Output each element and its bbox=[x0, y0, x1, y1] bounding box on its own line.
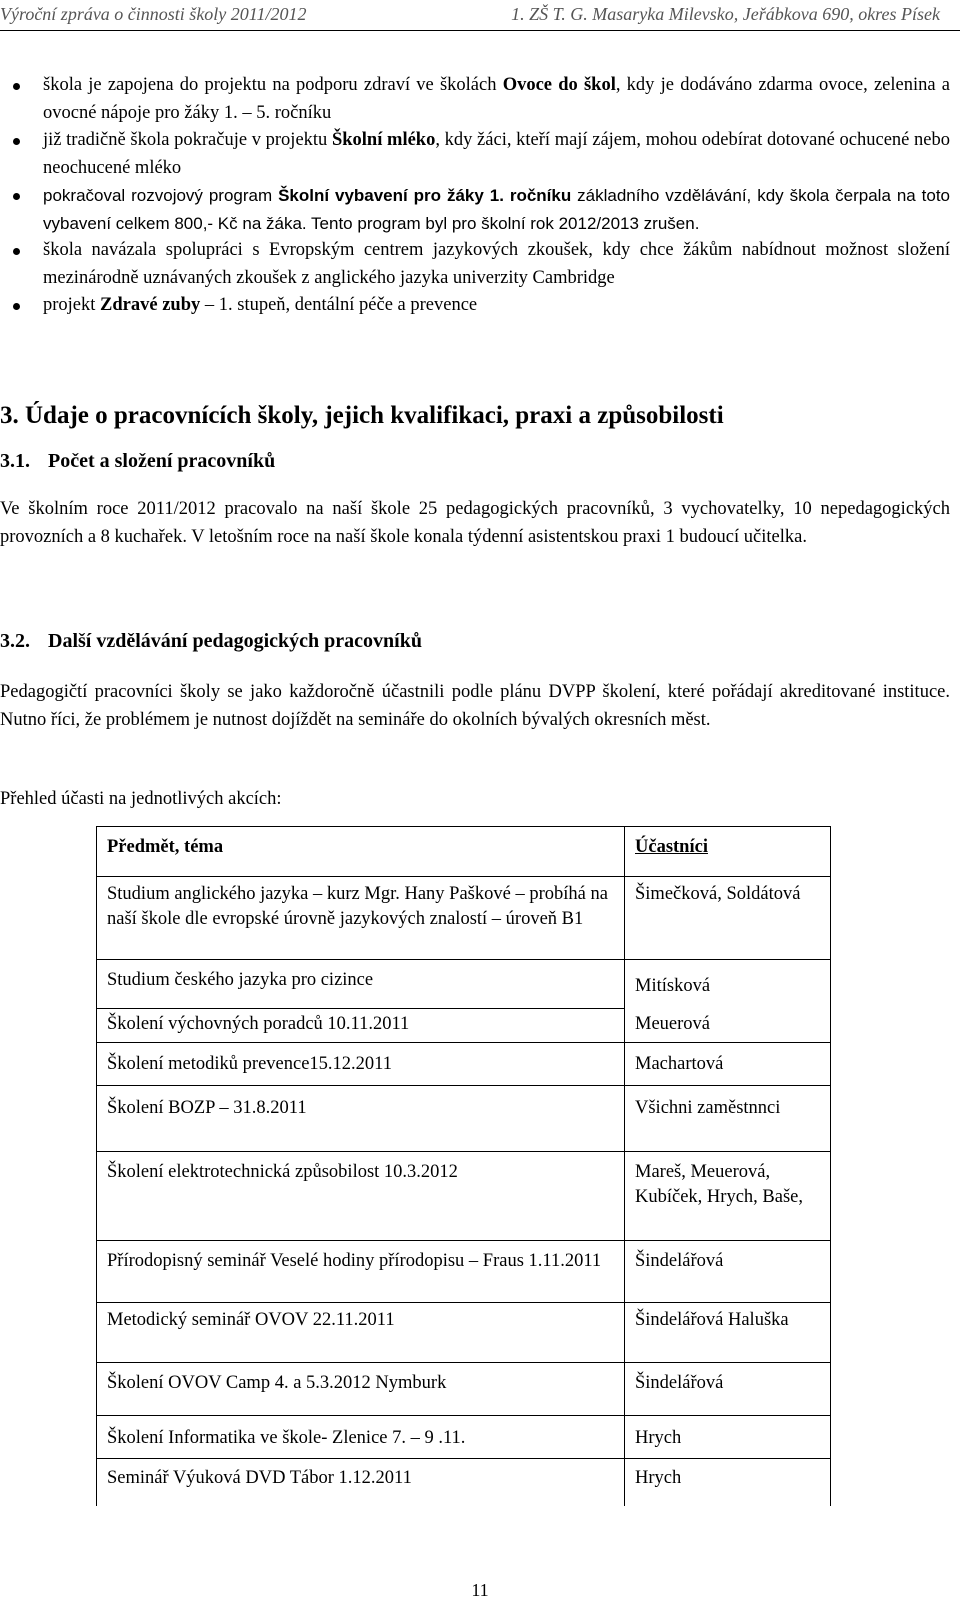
bullet-icon bbox=[13, 248, 20, 255]
bullet-icon bbox=[13, 303, 20, 310]
running-header bbox=[0, 0, 960, 31]
paragraph: Pedagogičtí pracovníci školy se jako každoročně účastnili podle plánu DVPP školení, které pořádají akreditované instituce. Nutno říci, že problémem je nutnost dojíždět na semináře do okolních bývalých okresních měst. bbox=[0, 682, 950, 730]
table-cell: Školení OVOV Camp 4. a 5.3.2012 Nymburk bbox=[97, 1363, 625, 1416]
table-row bbox=[97, 877, 831, 960]
table-cell: Hrych bbox=[625, 1459, 831, 1507]
paragraph: Ve školním roce 2011/2012 pracovalo na naší škole 25 pedagogických pracovníků, 3 vychovatelky, 10 nepedagogických provozních a 8 kuchařek. V letošním roce na naší škole konala týdenní asistentskou praxi 1 budoucí učitelka. bbox=[0, 499, 950, 547]
table-cell: Všichni zaměstnnci bbox=[625, 1086, 831, 1152]
list-item: škola je zapojena do projektu na podporu zdraví ve školách Ovoce do škol, kdy je dodáváno zdarma ovoce, zelenina a ovocné nápoje pro žáky 1. – 5. ročníku bbox=[0, 72, 950, 127]
list-item: pokračoval rozvojový program Školní vybavení pro žáky 1. ročníku základního vzdělávání, kdy škola čerpala na toto vybavení celkem 800,- Kč na žáka. Tento program byl pro školní rok 2012/2013 zrušen. bbox=[0, 182, 950, 237]
column-header-topic: Předmět, téma bbox=[97, 827, 625, 877]
section-heading: 3. Údaje o pracovnících školy, jejich kvalifikaci, praxi a způsobilosti bbox=[0, 402, 724, 429]
list-item: škola navázala spolupráci s Evropským centrem jazykových zkoušek, kdy chce žákům nabídnout možnost složení mezinárodně uznávaných zkoušek z anglického jazyka univerzity Cambridge bbox=[0, 237, 950, 292]
table-cell: Mareš, Meuerová, Kubíček, Hrych, Baše, bbox=[625, 1152, 831, 1241]
training-table bbox=[96, 826, 831, 1506]
table-cell: Školení Informatika ve škole- Zlenice 7. – 9 .11. bbox=[97, 1416, 625, 1459]
table-cell: Studium anglického jazyka – kurz Mgr. Hany Paškové – probíhá na naší škole dle evropské úrovně jazykových znalostí – úroveň B1 bbox=[97, 877, 625, 960]
subsection-heading: 3.1. Počet a složení pracovníků bbox=[0, 450, 276, 472]
table-cell: Seminář Výuková DVD Tábor 1.12.2011 bbox=[97, 1459, 625, 1507]
table-cell: Meuerová bbox=[625, 1009, 831, 1043]
list-item: projekt Zdravé zuby – 1. stupeň, dentální péče a prevence bbox=[0, 292, 950, 320]
table-row bbox=[97, 1416, 831, 1459]
table-cell: Mitísková bbox=[625, 960, 831, 1009]
table-cell: Machartová bbox=[625, 1043, 831, 1086]
overview-label: Přehled účasti na jednotlivých akcích: bbox=[0, 789, 282, 809]
table-cell: Šindelářová bbox=[625, 1241, 831, 1303]
table-cell: Studium českého jazyka pro cizince bbox=[97, 960, 625, 1009]
table-cell: Přírodopisný seminář Veselé hodiny přírodopisu – Fraus 1.11.2011 bbox=[97, 1241, 625, 1303]
bullet-icon bbox=[13, 83, 20, 90]
list-item: již tradičně škola pokračuje v projektu Školní mléko, kdy žáci, kteří mají zájem, mohou odebírat dotované ochucené nebo neochucené mléko bbox=[0, 127, 950, 182]
table-cell: Šindelářová bbox=[625, 1363, 831, 1416]
table-row bbox=[97, 1241, 831, 1303]
bullet-list bbox=[0, 72, 950, 320]
header-title: Výroční zpráva o činnosti školy 2011/2012 bbox=[0, 4, 307, 24]
column-header-participants: Účastníci bbox=[625, 827, 831, 877]
table-row bbox=[97, 1459, 831, 1507]
table-cell: Školení metodiků prevence15.12.2011 bbox=[97, 1043, 625, 1086]
table-row bbox=[97, 1303, 831, 1363]
table-row bbox=[97, 1009, 831, 1043]
bullet-icon bbox=[13, 138, 20, 145]
table-header bbox=[97, 827, 831, 877]
table-cell: Šimečková, Soldátová bbox=[625, 877, 831, 960]
table-cell: Šindelářová Haluška bbox=[625, 1303, 831, 1363]
table-row bbox=[97, 1363, 831, 1416]
table-row bbox=[97, 1043, 831, 1086]
table-cell: Školení elektrotechnická způsobilost 10.3.2012 bbox=[97, 1152, 625, 1241]
page-number: 11 bbox=[471, 1580, 489, 1600]
table-cell: Metodický seminář OVOV 22.11.2011 bbox=[97, 1303, 625, 1363]
header-school: 1. ZŠ T. G. Masaryka Milevsko, Jeřábkova 690, okres Písek bbox=[511, 4, 940, 24]
table-cell: Školení BOZP – 31.8.2011 bbox=[97, 1086, 625, 1152]
table-cell: Školení výchovných poradců 10.11.2011 bbox=[97, 1009, 625, 1043]
subsection-heading: 3.2. Další vzdělávání pedagogických pracovníků bbox=[0, 630, 422, 652]
table-row bbox=[97, 1152, 831, 1241]
bullet-icon bbox=[13, 193, 20, 200]
table-row bbox=[97, 960, 831, 1009]
table-cell: Hrych bbox=[625, 1416, 831, 1459]
table-row bbox=[97, 1086, 831, 1152]
